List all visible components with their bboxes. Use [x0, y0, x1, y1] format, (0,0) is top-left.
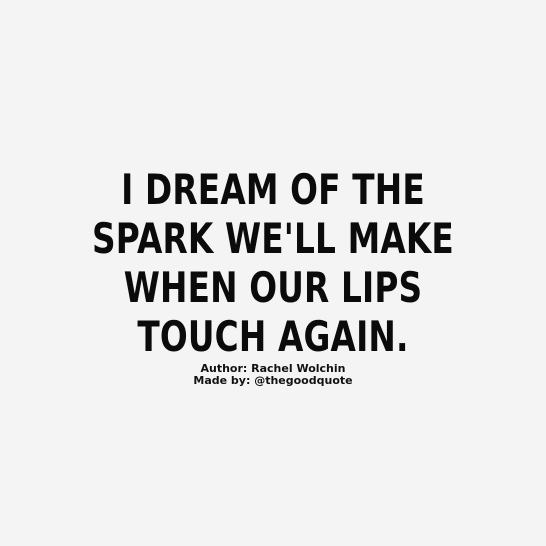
- quote-line-3: WHEN OUR LIPS: [123, 263, 423, 312]
- quote-line-2: SPARK WE'LL MAKE: [92, 214, 454, 263]
- maker-credit: Made by: @thegoodquote: [193, 374, 353, 387]
- author-credit: Author: Rachel Wolchin: [200, 362, 346, 375]
- quote-line-4: TOUCH AGAIN.: [137, 312, 409, 361]
- quote-line-1: I DREAM OF THE: [121, 165, 425, 214]
- quote-credits: [0, 363, 546, 387]
- quote-text: [0, 165, 546, 361]
